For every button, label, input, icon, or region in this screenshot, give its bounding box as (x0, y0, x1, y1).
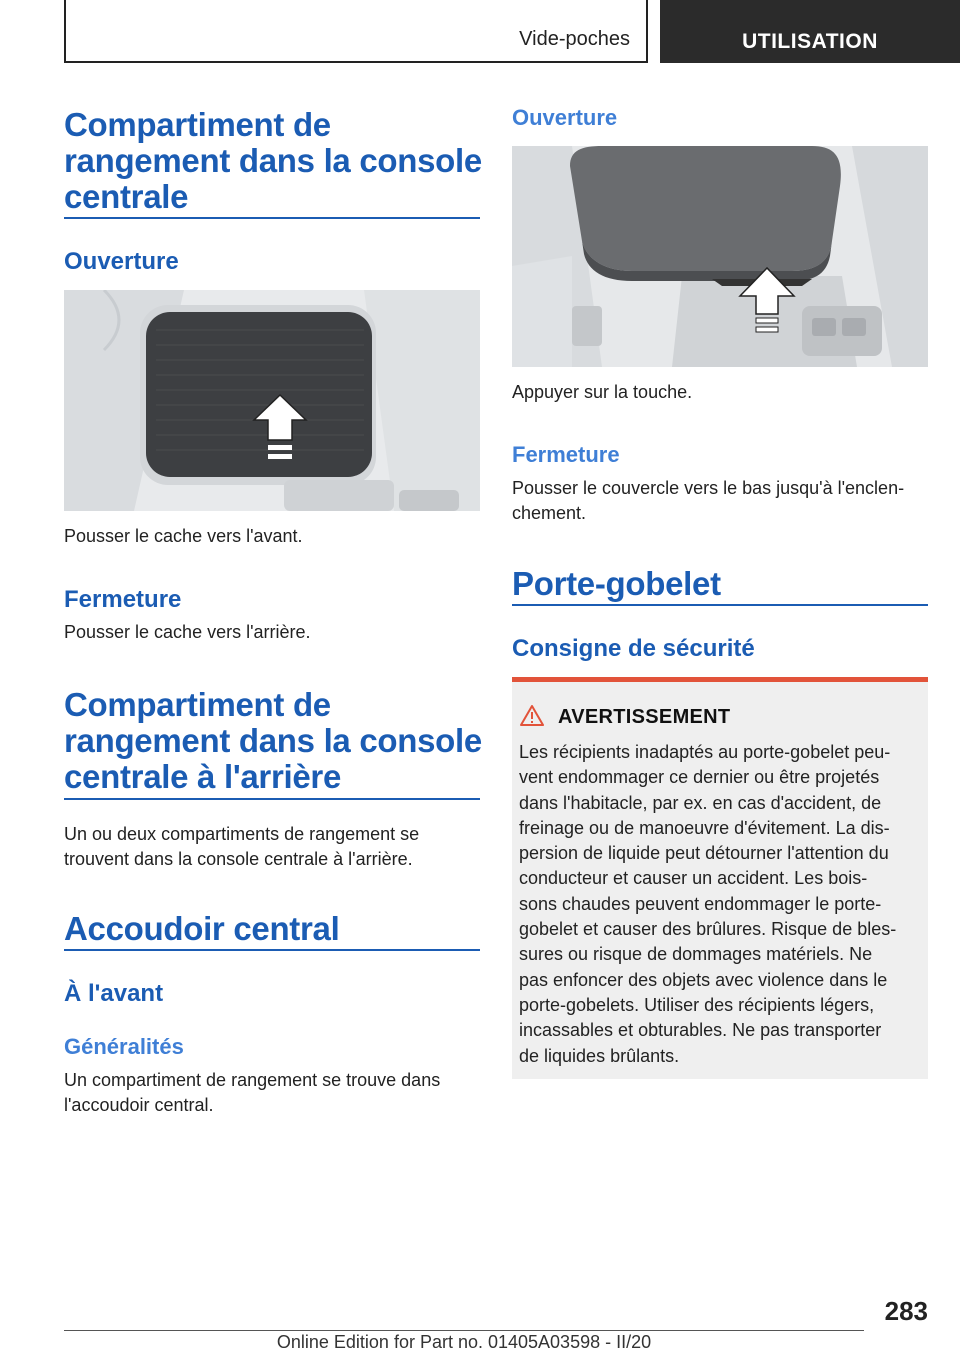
warning-text (519, 740, 923, 1069)
heading-front: À l'avant (64, 980, 164, 1007)
heading-fermeture: Fermeture (64, 586, 182, 613)
title-line: rangement dans la console (64, 142, 482, 179)
title-rule (64, 217, 480, 219)
heading-fermeture-armrest: Fermeture (512, 442, 620, 467)
heading-ouverture-armrest: Ouverture (512, 105, 618, 130)
header-section-title: Vide-poches (519, 28, 630, 50)
caption-push-forward: Pousser le cache vers l'avant. (64, 526, 303, 546)
title-rear-console-storage (64, 687, 484, 795)
title-line: Compartiment de (64, 106, 331, 143)
text-line: chement. (512, 503, 587, 523)
text-line: trouvent dans la console centrale à l'arrière. (64, 849, 413, 869)
title-line: centrale à l'arrière (64, 758, 342, 795)
heading-ouverture: Ouverture (64, 248, 179, 275)
heading-safety: Consigne de sécurité (512, 635, 755, 662)
armrest-image (512, 146, 928, 367)
warning-line: pas enfoncer des objets avec violence dans le (519, 969, 888, 990)
caption-press-button: Appuyer sur la touche. (512, 382, 693, 402)
title-line: Compartiment de (64, 686, 331, 723)
fermeture-armrest-text (512, 476, 904, 526)
warning-line: sures ou risque de dommages matériels. Ne (519, 944, 873, 965)
warning-line: vent endommager ce dernier ou être projetés (519, 767, 880, 788)
title-armrest: Accoudoir central (64, 910, 340, 947)
header-chapter-tab: UTILISATION (660, 0, 960, 63)
text-line: l'accoudoir central. (64, 1095, 214, 1115)
warning-line: porte-gobelets. Utiliser des récipients légers, (519, 994, 875, 1015)
warning-line: Les récipients inadaptés au porte-gobelet peu- (519, 742, 891, 762)
title-rule (512, 604, 928, 606)
armrest-illustration (512, 146, 928, 367)
warning-line: sons chaudes peuvent endommager le porte- (519, 893, 882, 914)
console-cover-illustration (64, 290, 480, 511)
warning-box (512, 677, 928, 1079)
title-line: rangement dans la console (64, 722, 482, 759)
warning-line: incassables et obturables. Ne pas transporter (519, 1020, 882, 1041)
warning-line: persion de liquide peut détourner l'attention du (519, 843, 889, 864)
title-rule (64, 949, 480, 951)
text-line: Pousser le couvercle vers le bas jusqu'à l'enclen- (512, 478, 905, 498)
warning-triangle-icon (520, 704, 544, 728)
warning-line: conducteur et causer un accident. Les bois- (519, 868, 868, 889)
warning-title: AVERTISSEMENT (558, 706, 731, 728)
title-rule (64, 798, 480, 800)
title-line: centrale (64, 178, 189, 215)
header-frame (64, 0, 648, 63)
text-line: Un ou deux compartiments de rangement se (64, 824, 420, 844)
page-number: 283 (884, 1296, 928, 1326)
console-cover-image (64, 290, 480, 511)
general-text (64, 1068, 440, 1118)
footer-edition: Online Edition for Part no. 01405A03598 - II/20 (276, 1332, 652, 1352)
warning-line: freinage ou de manoeuvre d'évitement. La dis- (519, 817, 890, 838)
warning-line: gobelet et causer des brûlures. Risque de bles- (519, 919, 897, 940)
title-cup-holder: Porte-gobelet (512, 565, 721, 602)
rear-storage-text (64, 822, 419, 872)
warning-line: dans l'habitacle, par ex. en cas d'accident, de (519, 792, 882, 813)
heading-generalites: Généralités (64, 1034, 184, 1059)
warning-line: de liquides brûlants. (519, 1045, 680, 1066)
fermeture-text: Pousser le cache vers l'arrière. (64, 622, 311, 642)
text-line: Un compartiment de rangement se trouve dans (64, 1070, 441, 1090)
title-console-storage (64, 107, 484, 215)
footer-rule (64, 1330, 864, 1331)
